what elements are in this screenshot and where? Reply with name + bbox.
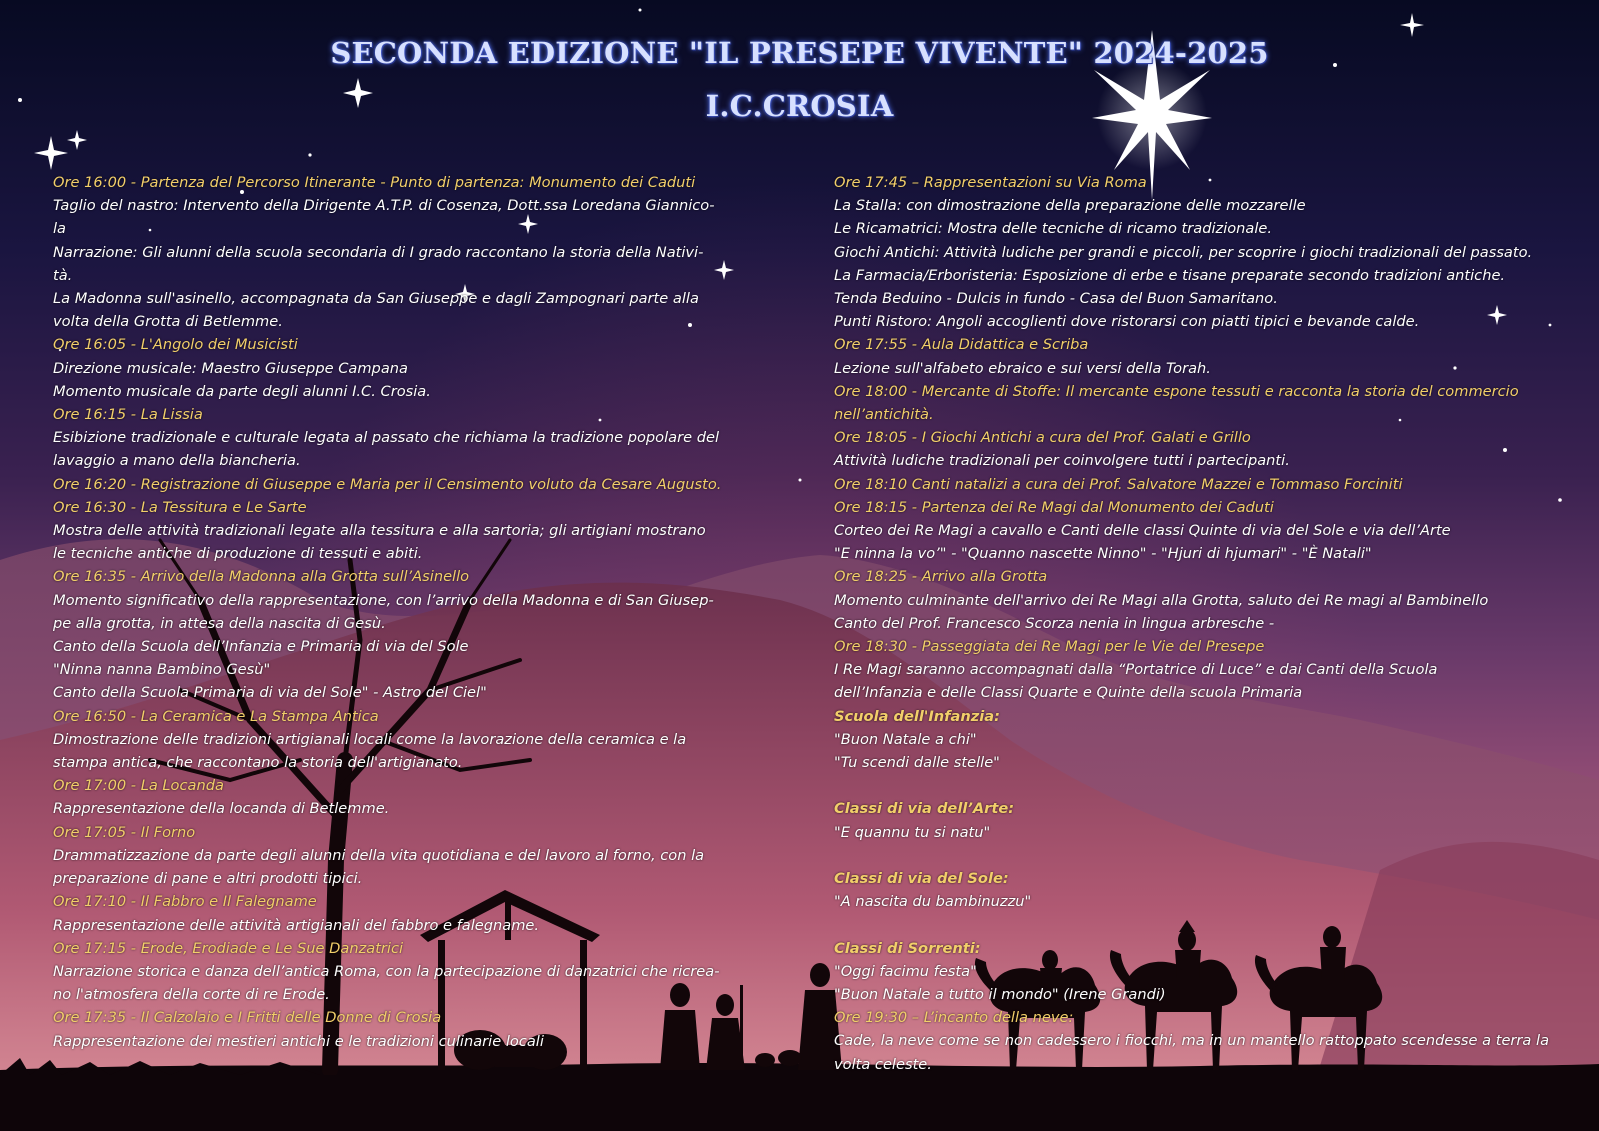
program-text-line: "Oggi facimu festa"	[834, 962, 977, 980]
program-text-line: lavaggio a mano della biancheria.	[53, 452, 301, 470]
program-text-line: Canto della Scuola Primaria di via del Sole" - Astro del Ciel"	[53, 684, 487, 702]
program-time-heading: Ore 18:30 - Passeggiata dei Re Magi per le Vie del Presepe	[834, 638, 1265, 656]
program-time-heading: Ore 17:45 – Rappresentazioni su Via Roma	[834, 174, 1147, 191]
program-text-line: Corteo dei Re Magi a cavallo e Canti delle classi Quinte di via del Sole e via dell’Arte	[834, 522, 1451, 540]
program-text-line: Dimostrazione delle tradizioni artigianali locali come la lavorazione della ceramica e la	[53, 730, 687, 748]
program-text-line: Momento significativo della rappresentazione, con l’arrivo della Madonna e di San Giusep-	[53, 591, 714, 609]
program-text-line: "A nascita du bambinuzzu"	[834, 893, 1032, 911]
program-text-line: "Buon Natale a tutto il mondo" (Irene Grandi)	[834, 986, 1166, 1004]
program-text-line: "Tu scendi dalle stelle"	[834, 754, 1000, 772]
program-text-line: volta celeste.	[834, 1055, 932, 1073]
program-group-heading: Classi di via dell’Arte:	[834, 800, 1015, 818]
program-text-line: Lezione sull'alfabeto ebraico e sui versi della Torah.	[834, 359, 1211, 377]
program-time-heading: Ore 18:00 - Mercante di Stoffe: Il mercante espone tessuti e racconta la storia del commercio	[834, 382, 1519, 400]
program-text-line: Narrazione storica e danza dell’antica Roma, con la partecipazione di danzatrici che ricrea-	[53, 962, 720, 980]
program-time-heading: Ore 17:10 - Il Fabbro e Il Falegname	[53, 893, 317, 911]
program-time-heading: Ore 18:05 - I Giochi Antichi a cura del Prof. Galati e Grillo	[834, 429, 1251, 447]
program-text-line: Tenda Beduino - Dulcis in fundo - Casa del Buon Samaritano.	[834, 290, 1278, 308]
program-time-heading: nell’antichità.	[834, 406, 934, 424]
program-text-line: Momento musicale da parte degli alunni I.C. Crosia.	[53, 382, 431, 400]
program-text-line: le tecniche antiche di produzione di tessuti e abiti.	[53, 545, 423, 563]
program-text-line: La Madonna sull'asinello, accompagnata da San Giuseppe e dagli Zampognari parte alla	[53, 290, 699, 308]
program-text-line: stampa antica, che raccontano la storia dell'artigianato.	[53, 754, 463, 772]
poster-title: SECONDA EDIZIONE "IL PRESEPE VIVENTE" 2024-2025	[330, 36, 1269, 70]
program-spacer	[834, 913, 1579, 936]
program-time-heading: Ore 17:15 - Erode, Erodiade e Le Sue Danzatrici	[53, 939, 404, 957]
program-time-heading: Ore 16:20 - Registrazione di Giuseppe e Maria per il Censimento voluto da Cesare Augusto.	[53, 475, 722, 493]
poster-subtitle: I.C.CROSIA	[705, 89, 894, 123]
program-group-heading: Classi di Sorrenti:	[834, 939, 981, 957]
program-text-line: La Stalla: con dimostrazione della preparazione delle mozzarelle	[834, 197, 1306, 215]
program-text-line: pe alla grotta, in attesa della nascita di Gesù.	[53, 614, 386, 632]
program-spacer	[834, 774, 1579, 797]
program-text-line: dell’Infanzia e delle Classi Quarte e Quinte della scuola Primaria	[834, 684, 1303, 702]
program-time-heading: Ore 16:35 - Arrivo della Madonna alla Grotta sull’Asinello	[53, 568, 470, 586]
program-left-column	[53, 171, 763, 1053]
program-text-line: Mostra delle attività tradizionali legate alla tessitura e alla sartoria; gli artigiani mostrano	[53, 522, 706, 540]
program-text-line: "E ninna la vo’" - "Quanno nascette Ninno" - "Hjuri di hjumari" - "È Natali"	[834, 545, 1372, 563]
program-text-line: Esibizione tradizionale e culturale legata al passato che richiama la tradizione popolare del	[53, 429, 719, 447]
program-text-line: tà.	[53, 266, 73, 284]
program-text-line: "Buon Natale a chi"	[834, 730, 977, 748]
program-spacer	[834, 844, 1579, 867]
program-text-line: volta della Grotta di Betlemme.	[53, 313, 283, 331]
program-text-line: Rappresentazione delle attività artigianali del fabbro e falegname.	[53, 916, 540, 934]
program-time-heading: Ore 19:30 – L’incanto della neve:	[834, 1009, 1074, 1027]
program-time-heading: Ore 17:55 - Aula Didattica e Scriba	[834, 336, 1089, 354]
program-text-line: Le Ricamatrici: Mostra delle tecniche di ricamo tradizionale.	[834, 220, 1273, 238]
program-time-heading: Ore 18:25 - Arrivo alla Grotta	[834, 568, 1048, 586]
program-text-line: "E quannu tu si natu"	[834, 823, 991, 841]
program-text-line: Direzione musicale: Maestro Giuseppe Campana	[53, 359, 408, 377]
program-time-heading: Ore 16:50 - La Ceramica e La Stampa Antica	[53, 707, 379, 725]
program-time-heading: Ore 16:00 - Partenza del Percorso Itinerante - Punto di partenza: Monumento dei Caduti	[53, 174, 696, 191]
program-text-line: la	[53, 220, 66, 238]
program-text-line: Attività ludiche tradizionali per coinvolgere tutti i partecipanti.	[834, 452, 1290, 470]
program-text-line: Rappresentazione della locanda di Betlemme.	[53, 800, 390, 818]
program-text-line: Narrazione: Gli alunni della scuola secondaria di I grado raccontano la storia della Nativi-	[53, 243, 704, 261]
program-text-line: Canto della Scuola dell’Infanzia e Primaria di via del Sole	[53, 638, 469, 656]
program-group-heading: Classi di via del Sole:	[834, 870, 1009, 888]
program-text-line: Punti Ristoro: Angoli accoglienti dove ristorarsi con piatti tipici e bevande calde.	[834, 313, 1420, 331]
program-text-line: La Farmacia/Erboristeria: Esposizione di erbe e tisane preparate secondo tradizioni antiche.	[834, 266, 1506, 284]
program-text-line: I Re Magi saranno accompagnati dalla “Portatrice di Luce” e dai Canti della Scuola	[834, 661, 1438, 679]
program-time-heading: Ore 17:00 - La Locanda	[53, 777, 224, 795]
program-time-heading: Ore 17:35 - Il Calzolaio e I Fritti delle Donne di Crosia	[53, 1009, 442, 1027]
program-text-line: Canto del Prof. Francesco Scorza nenia in lingua arbresche -	[834, 614, 1275, 632]
program-text-line: "Ninna nanna Bambino Gesù"	[53, 661, 271, 679]
program-text-line: Rappresentazione dei mestieri antichi e le tradizioni culinarie locali	[53, 1032, 544, 1050]
program-right-column	[834, 171, 1579, 1076]
program-time-heading: Ore 17:05 - Il Forno	[53, 823, 196, 841]
program-text-line: Cade, la neve come se non cadessero i fiocchi, ma in un mantello rattoppato scendesse a terra la	[834, 1032, 1550, 1050]
program-text-line: preparazione di pane e altri prodotti tipici.	[53, 870, 363, 888]
program-time-heading: Ore 16:30 - La Tessitura e Le Sarte	[53, 498, 307, 516]
program-text-line: Giochi Antichi: Attività ludiche per grandi e piccoli, per scoprire i giochi tradizionali del passato.	[834, 243, 1533, 261]
program-text-line: Taglio del nastro: Intervento della Dirigente A.T.P. di Cosenza, Dott.ssa Loredana Giannico-	[53, 197, 715, 215]
program-text-line: Drammatizzazione da parte degli alunni della vita quotidiana e del lavoro al forno, con la	[53, 846, 705, 864]
program-group-heading: Scuola dell'Infanzia:	[834, 707, 1000, 725]
program-text-line: no l'atmosfera della corte di re Erode.	[53, 986, 330, 1004]
program-time-heading: Ore 16:15 - La Lissia	[53, 406, 203, 424]
program-time-heading: Ore 16:05 - L'Angolo dei Musicisti	[53, 336, 298, 354]
program-time-heading: Ore 18:10 Canti natalizi a cura dei Prof. Salvatore Mazzei e Tommaso Forciniti	[834, 475, 1403, 493]
program-time-heading: Ore 18:15 - Partenza dei Re Magi dal Monumento dei Caduti	[834, 498, 1274, 516]
program-text-line: Momento culminante dell'arrivo dei Re Magi alla Grotta, saluto dei Re magi al Bambinello	[834, 591, 1489, 609]
